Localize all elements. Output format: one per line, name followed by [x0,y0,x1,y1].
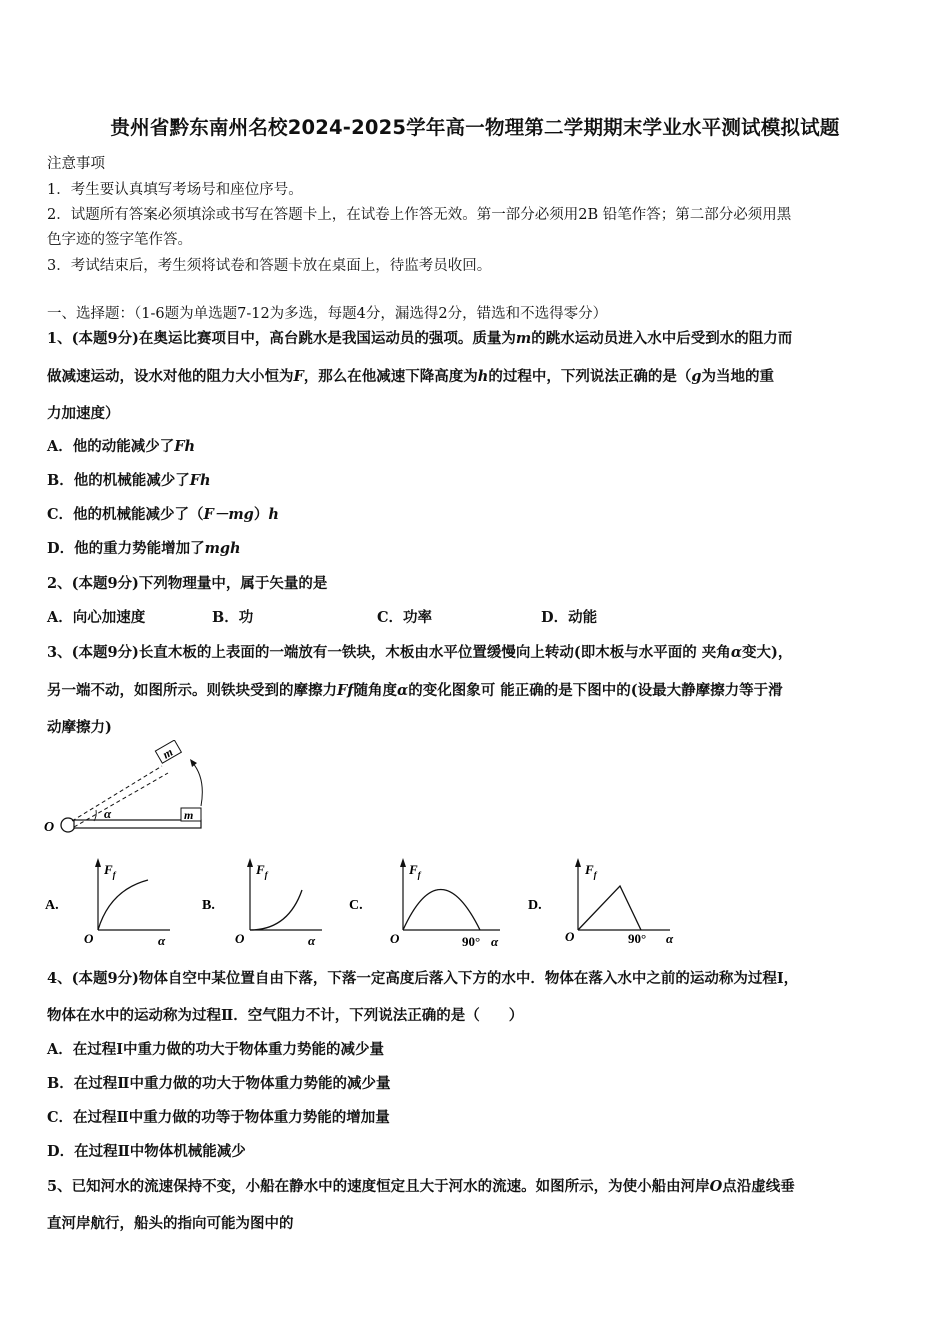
q5-var-O: O [709,1178,723,1195]
graph-a [45,858,170,948]
origin-label: O [565,929,575,944]
y-axis-label: $F_f$ [104,862,116,880]
x-mark-label: 90° [628,931,647,946]
rotation-arrow-icon [192,762,202,806]
q1-text: 的过程中，下列说法正确的是（ [488,368,692,385]
q4-option-b: B．在过程Ⅱ中重力做的功大于物体重力势能的减少量 [47,1075,391,1092]
graph-a-label: A. [45,898,59,913]
q4-option-c: C．在过程Ⅱ中重力做的功等于物体重力势能的增加量 [47,1109,390,1126]
q2-option-b: B．功 [212,609,254,626]
q5-text: 点沿虚线垂 [722,1178,795,1195]
q4-line-1: 4、(本题9分)物体自空中某位置自由下落，下落一定高度后落入下方的水中．物体在落入水中之前的运动称为过程Ⅰ， [47,970,799,987]
q3-var-Ff: Ff [337,682,354,699]
y-axis-label: $F_f$ [585,862,597,880]
q4-option-d: D．在过程Ⅱ中物体机械能减少 [47,1143,246,1160]
q2-option-d: D．动能 [541,609,598,626]
notice-item-2-cont: 色字迹的签字笔作答。 [47,232,192,248]
incline-figure [44,740,219,840]
q2-option-a: A．向心加速度 [47,609,146,626]
board-tilted-bottom [74,773,168,827]
q1-var-m: m [515,330,532,347]
q1-text: 1、(本题9分)在奥运比赛项目中，高台跳水是我国运动员的强项。质量为 [47,330,516,347]
curve [578,886,641,930]
curve [250,890,302,930]
option-value: Fh [189,472,211,489]
x-axis-label: α [666,931,674,946]
q3-text: 的变化图象可 能正确的是下图中的(设最大静摩擦力等于滑 [408,682,783,699]
q1-text: 的跳水运动员进入水中后受到水的阻力而 [531,330,793,347]
q1-line-2 [47,365,774,386]
q2-option-c: C．功率 [377,609,433,626]
option-label: A．他的动能减少了 [47,438,175,455]
graph-d-label: D. [528,898,542,913]
block-flat-label: m [184,808,194,822]
q2-stem: 2、(本题9分)下列物理量中，属于矢量的是 [47,575,328,592]
q3-text: 3、(本题9分)长直木板的上表面的一端放有一铁块，木板由水平位置缓慢向上转动(即木板与水平面的 夹角 [47,644,731,661]
option-label: B．他的机械能减少了 [47,472,190,489]
origin-label: O [235,931,245,946]
notice-item-3: 3．考试结束后，考生须将试卷和答题卡放在桌面上，待监考员收回。 [47,258,492,274]
q1-text: 为当地的重 [701,368,774,385]
x-axis-label: α [158,933,166,948]
notice-item-2: 2．试题所有答案必须填涂或书写在答题卡上，在试卷上作答无效。第一部分必须用2B 铅笔作答；第二部分必须用黑 [47,207,792,223]
option-value: Fh [174,438,196,455]
y-axis-label: $F_f$ [409,862,421,880]
q3-var-alpha: α [730,644,742,661]
q1-option-c [47,503,279,524]
curve [403,890,480,931]
axis-arrow-icon [247,858,253,867]
q3-text: 另一端不动，如图所示。则铁块受到的摩擦力 [47,682,337,699]
x-mark-label: 90° [462,934,481,949]
q3-line-1 [47,641,792,662]
angle-label: α [104,806,112,821]
q1-line-3: 力加速度） [47,405,120,422]
q4-option-a: A．在过程Ⅰ中重力做的功大于物体重力势能的减少量 [47,1041,385,1058]
y-axis-label: $F_f$ [256,862,268,880]
q5-line-2: 直河岸航行，船头的指向可能为图中的 [47,1215,294,1232]
option-value: h [268,506,279,523]
axis-arrow-icon [575,858,581,867]
origin-label: O [84,931,94,946]
option-label: C．他的机械能减少了（ [47,506,204,523]
q1-line-1 [47,327,792,348]
x-axis-label: α [308,933,316,948]
q3-text: 随角度 [353,682,398,699]
graph-b-label: B. [202,898,215,913]
q1-text: ，那么在他减速下降高度为 [303,368,478,385]
board-tilted-top [72,766,162,821]
graph-b [202,858,322,948]
origin-label: O [390,931,400,946]
notice-heading: 注意事项 [47,156,105,172]
q1-text: 做减速运动，设水对他的阻力大小恒为 [47,368,294,385]
q3-text: 变大)， [741,644,793,661]
block-tilted-label: m [160,744,176,762]
q1-var-h: h [477,368,489,385]
axis-arrow-icon [400,858,406,867]
option-value: mgh [204,540,241,557]
graph-c-label: C. [349,898,363,913]
q1-option-a [47,435,195,456]
figure-origin-label: O [44,820,55,835]
axis-arrow-icon [95,858,101,867]
x-axis-label: α [491,934,499,949]
page-title: 贵州省黔东南州名校2024-2025学年高一物理第二学期期末学业水平测试模拟试题 [110,116,840,139]
block-tilted [155,740,182,764]
ff-graphs [40,854,740,949]
q1-var-g: g [691,368,702,385]
graph-d [528,858,674,946]
q3-line-3: 动摩擦力) [47,719,112,736]
curve [98,880,148,930]
notice-item-1: 1．考生要认真填写考场号和座位序号。 [47,182,303,198]
option-label: ） [253,506,269,523]
section-heading: 一、选择题：（1-6题为单选题7-12为多选，每题4分，漏选得2分，错选和不选得零分） [47,306,608,322]
q1-option-d [47,537,241,558]
graph-c [349,858,500,949]
q1-option-b [47,469,211,490]
q4-line-2: 物体在水中的运动称为过程Ⅱ．空气阻力不计，下列说法正确的是（ ） [47,1007,524,1024]
q5-text: 5、已知河水的流速保持不变，小船在静水中的速度恒定且大于河水的流速。如图所示，为使小船由河岸 [47,1178,710,1195]
option-label: D．他的重力势能增加了 [47,540,205,557]
q1-var-F: F [293,368,304,385]
q5-line-1 [47,1175,795,1196]
arrow-head-icon [190,759,197,767]
q3-var-alpha: α [397,682,409,699]
option-value: F－mg [203,506,254,523]
q3-line-2 [47,679,783,700]
